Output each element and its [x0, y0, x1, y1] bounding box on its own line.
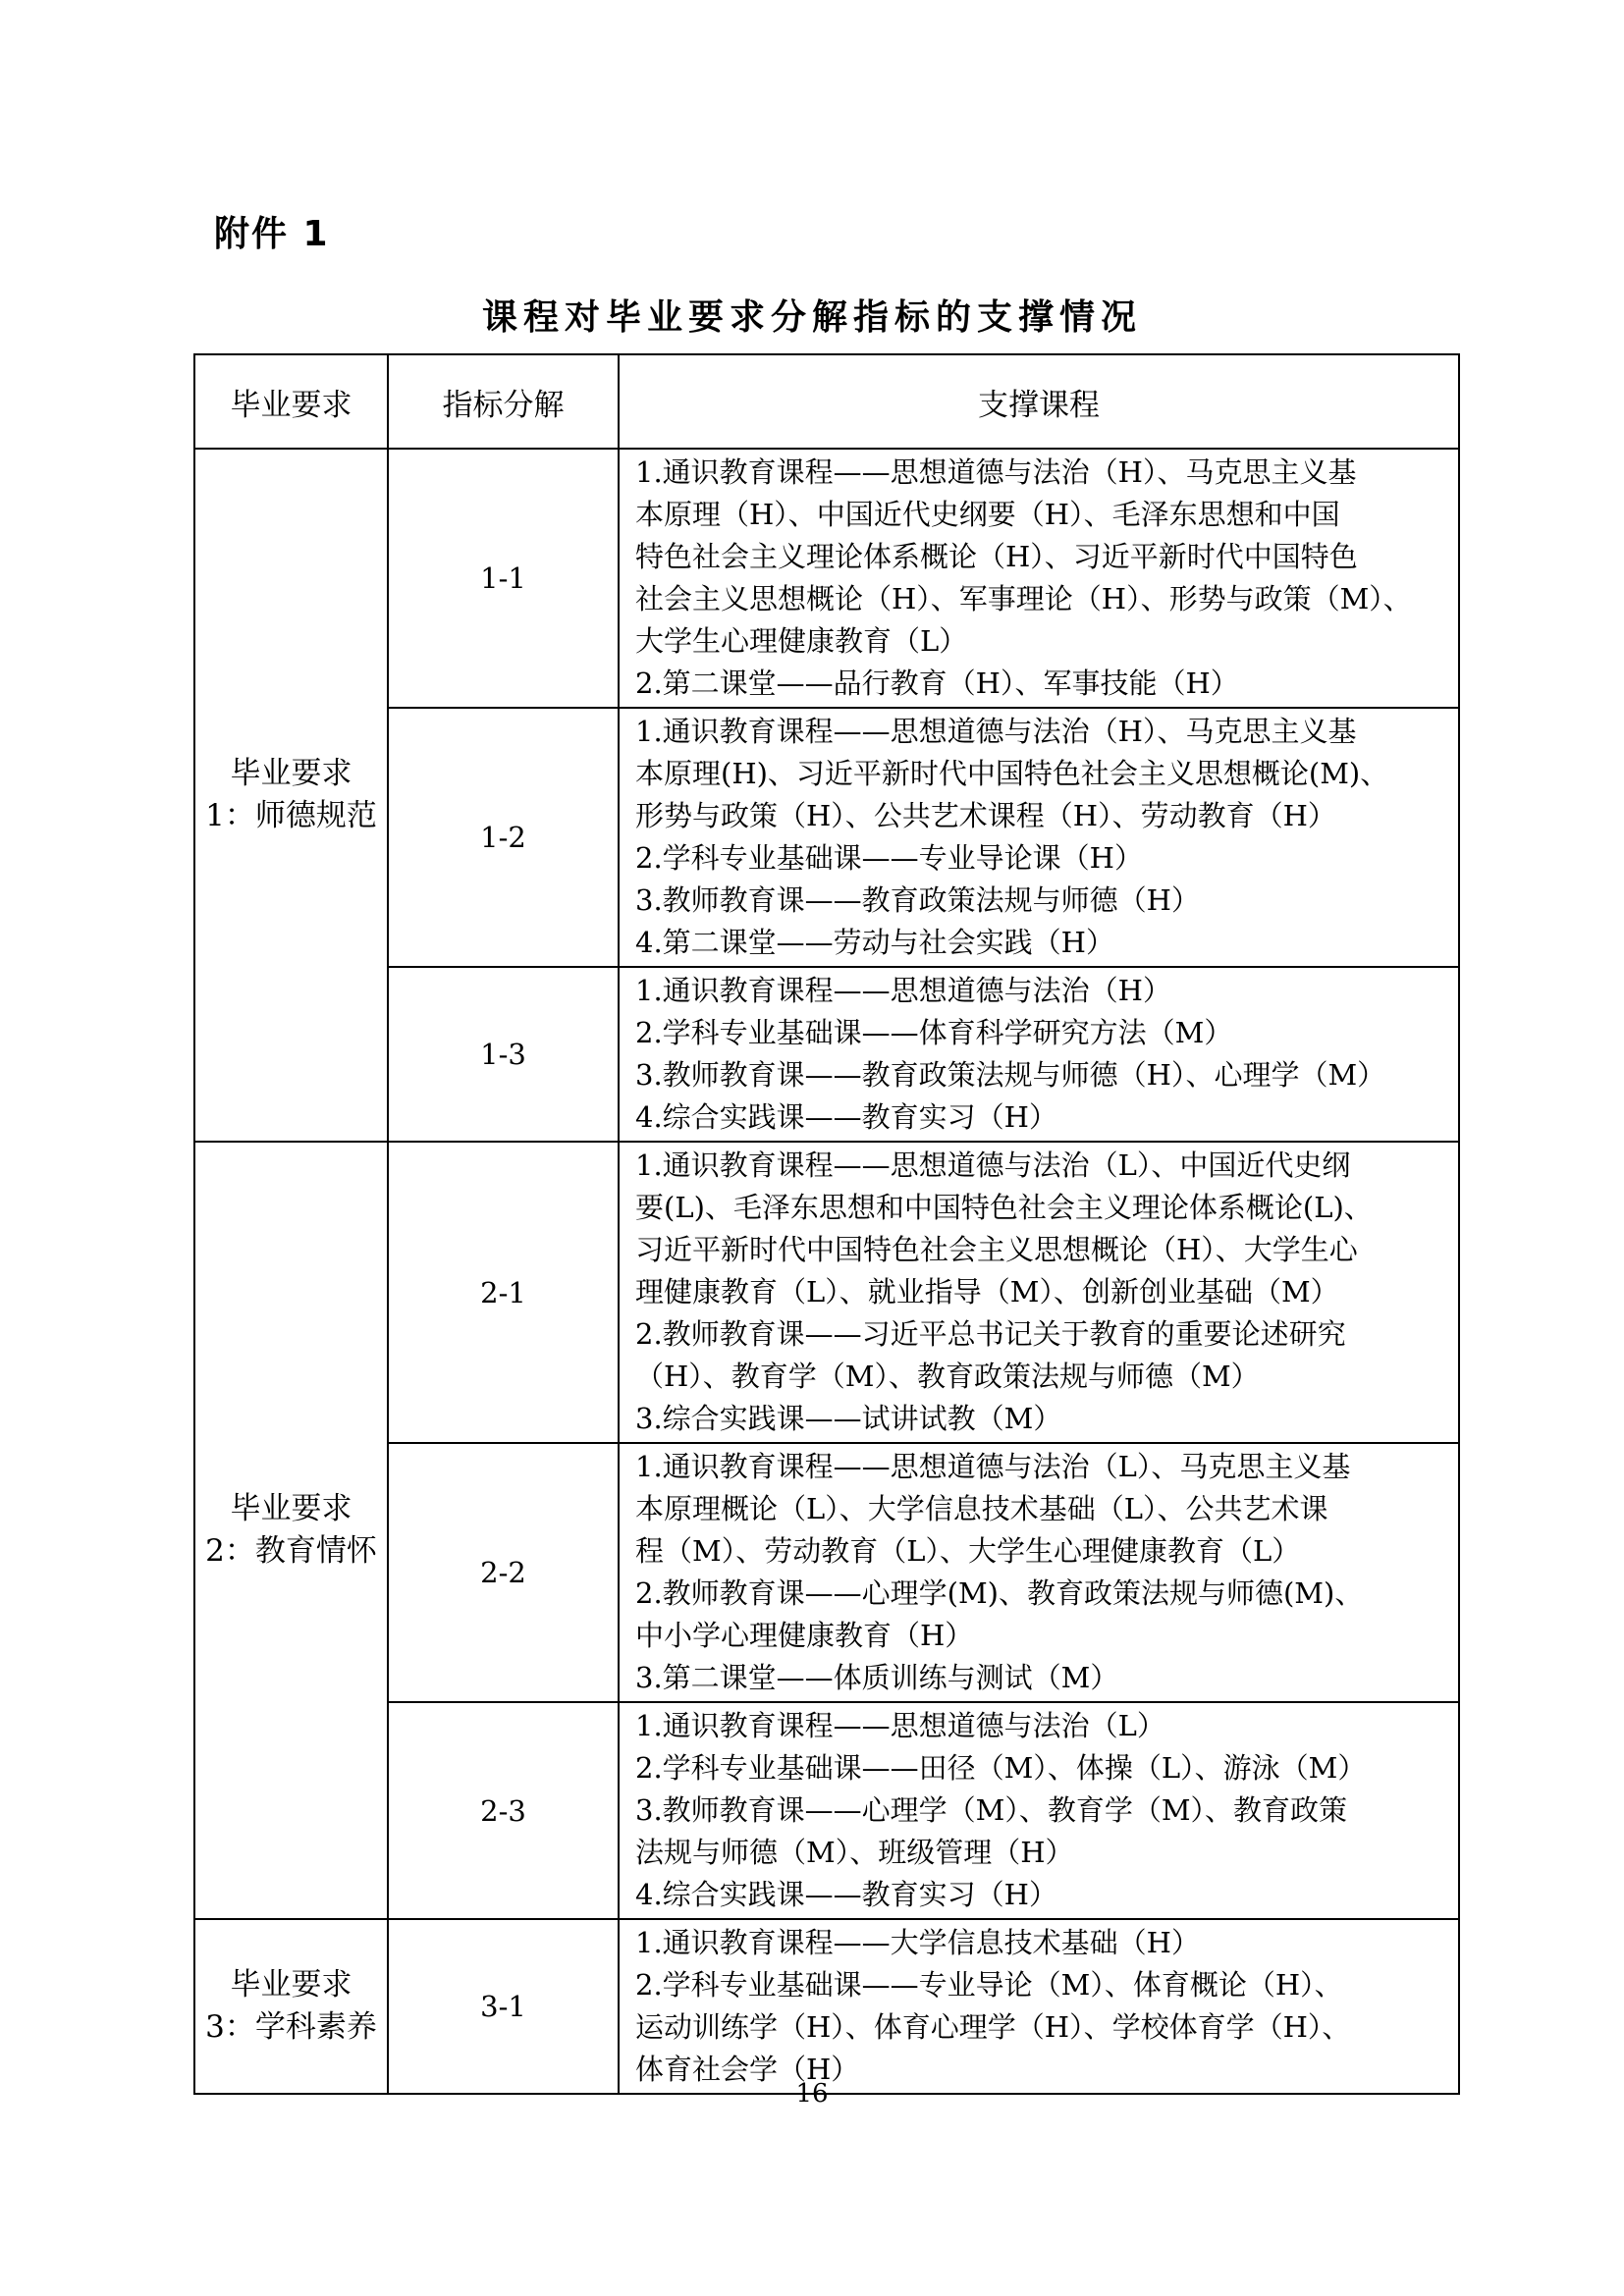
requirement-cell	[194, 449, 388, 1142]
course-line: 3.教师教育课——教育政策法规与师德（H）	[635, 883, 1200, 917]
course-line: 2.学科专业基础课——专业导论课（H）	[635, 841, 1143, 875]
course-line: 本原理(H)、习近平新时代中国特色社会主义思想概论(M)、	[635, 757, 1389, 790]
course-line: 4.第二课堂——劳动与社会实践（H）	[635, 926, 1114, 959]
table-body	[194, 449, 1459, 2094]
courses-cell	[619, 967, 1459, 1142]
course-line: 3.第二课堂——体质训练与测试（M）	[635, 1661, 1119, 1694]
support-table	[193, 353, 1460, 2095]
indicator-cell: 1-3	[388, 967, 619, 1142]
requirement-text: 毕业要求	[230, 1491, 352, 1526]
courses-cell	[619, 1919, 1459, 2094]
course-line: 特色社会主义理论体系概论（H）、习近平新时代中国特色	[635, 540, 1358, 573]
course-line: 1.通识教育课程——思想道德与法治（L）、中国近代史纲	[635, 1148, 1351, 1182]
courses-cell	[619, 1702, 1459, 1919]
document-title: 课程对毕业要求分解指标的支撑情况	[481, 297, 1142, 338]
header-courses: 支撑课程	[619, 354, 1459, 449]
course-line: 4.综合实践课——教育实习（H）	[635, 1100, 1057, 1134]
course-line: 2.学科专业基础课——田径（M）、体操（L）、游泳（M）	[635, 1751, 1367, 1785]
courses-cell	[619, 449, 1459, 708]
indicator-cell: 3-1	[388, 1919, 619, 2094]
course-line: 1.通识教育课程——思想道德与法治（L）、马克思主义基	[635, 1450, 1351, 1483]
course-line: 4.综合实践课——教育实习（H）	[635, 1878, 1057, 1911]
requirement-text: 3：学科素养	[205, 2009, 377, 2045]
course-line: 形势与政策（H）、公共艺术课程（H）、劳动教育（H）	[635, 799, 1336, 832]
requirement-text: 2：教育情怀	[205, 1533, 377, 1569]
indicator-cell: 2-2	[388, 1443, 619, 1702]
course-line: 2.教师教育课——习近平总书记关于教育的重要论述研究	[635, 1317, 1346, 1351]
course-line: （H）、教育学（M）、教育政策法规与师德（M）	[635, 1360, 1260, 1393]
courses-cell	[619, 708, 1459, 967]
indicator-cell: 2-3	[388, 1702, 619, 1919]
course-line: 社会主义思想概论（H）、军事理论（H）、形势与政策（M）、	[635, 582, 1412, 615]
course-line: 中小学心理健康教育（H）	[635, 1619, 974, 1652]
header-requirement: 毕业要求	[194, 354, 388, 449]
course-line: 2.教师教育课——心理学(M)、教育政策法规与师德(M)、	[635, 1576, 1364, 1610]
course-line: 3.教师教育课——教育政策法规与师德（H）、心理学（M）	[635, 1058, 1386, 1092]
page-number: 16	[795, 2079, 829, 2109]
requirement-text: 毕业要求	[230, 1967, 352, 2002]
course-line: 2.学科专业基础课——专业导论（M）、体育概论（H）、	[635, 1968, 1343, 2002]
course-line: 运动训练学（H）、体育心理学（H）、学校体育学（H）、	[635, 2010, 1351, 2044]
course-line: 1.通识教育课程——思想道德与法治（H）	[635, 974, 1171, 1007]
course-line: 程（M）、劳动教育（L）、大学生心理健康教育（L）	[635, 1534, 1301, 1568]
course-line: 3.教师教育课——心理学（M）、教育学（M）、教育政策	[635, 1793, 1348, 1827]
course-line: 2.学科专业基础课——体育科学研究方法（M）	[635, 1016, 1233, 1049]
requirement-text: 毕业要求	[230, 756, 352, 791]
course-line: 本原理（H）、中国近代史纲要（H）、毛泽东思想和中国	[635, 498, 1340, 531]
annex-label: 附件 1	[214, 214, 330, 254]
course-line: 1.通识教育课程——思想道德与法治（H）、马克思主义基	[635, 715, 1357, 748]
courses-cell	[619, 1142, 1459, 1443]
header-indicator: 指标分解	[388, 354, 619, 449]
indicator-cell: 2-1	[388, 1142, 619, 1443]
course-line: 本原理概论（L）、大学信息技术基础（L）、公共艺术课	[635, 1492, 1328, 1525]
table-row	[194, 449, 1459, 708]
courses-cell	[619, 1443, 1459, 1702]
indicator-cell: 1-1	[388, 449, 619, 708]
requirement-text: 1：师德规范	[205, 798, 377, 833]
table-header-row	[194, 354, 1459, 449]
course-line: 习近平新时代中国特色社会主义思想概论（H）、大学生心	[635, 1233, 1358, 1266]
course-line: 要(L)、毛泽东思想和中国特色社会主义理论体系概论(L)、	[635, 1191, 1373, 1224]
course-line: 1.通识教育课程——思想道德与法治（L）	[635, 1709, 1165, 1742]
requirement-cell	[194, 1142, 388, 1919]
indicator-cell: 1-2	[388, 708, 619, 967]
course-line: 1.通识教育课程——大学信息技术基础（H）	[635, 1926, 1200, 1959]
table-row	[194, 1919, 1459, 2094]
course-line: 大学生心理健康教育（L）	[635, 624, 968, 658]
course-line: 1.通识教育课程——思想道德与法治（H）、马克思主义基	[635, 455, 1357, 489]
table-row	[194, 1142, 1459, 1443]
course-line: 理健康教育（L）、就业指导（M）、创新创业基础（M）	[635, 1275, 1339, 1308]
course-line: 3.综合实践课——试讲试教（M）	[635, 1402, 1062, 1435]
requirement-cell	[194, 1919, 388, 2094]
course-line: 法规与师德（M）、班级管理（H）	[635, 1836, 1074, 1869]
course-line: 体育社会学（H）	[635, 2053, 860, 2086]
course-line: 2.第二课堂——品行教育（H）、军事技能（H）	[635, 667, 1239, 700]
